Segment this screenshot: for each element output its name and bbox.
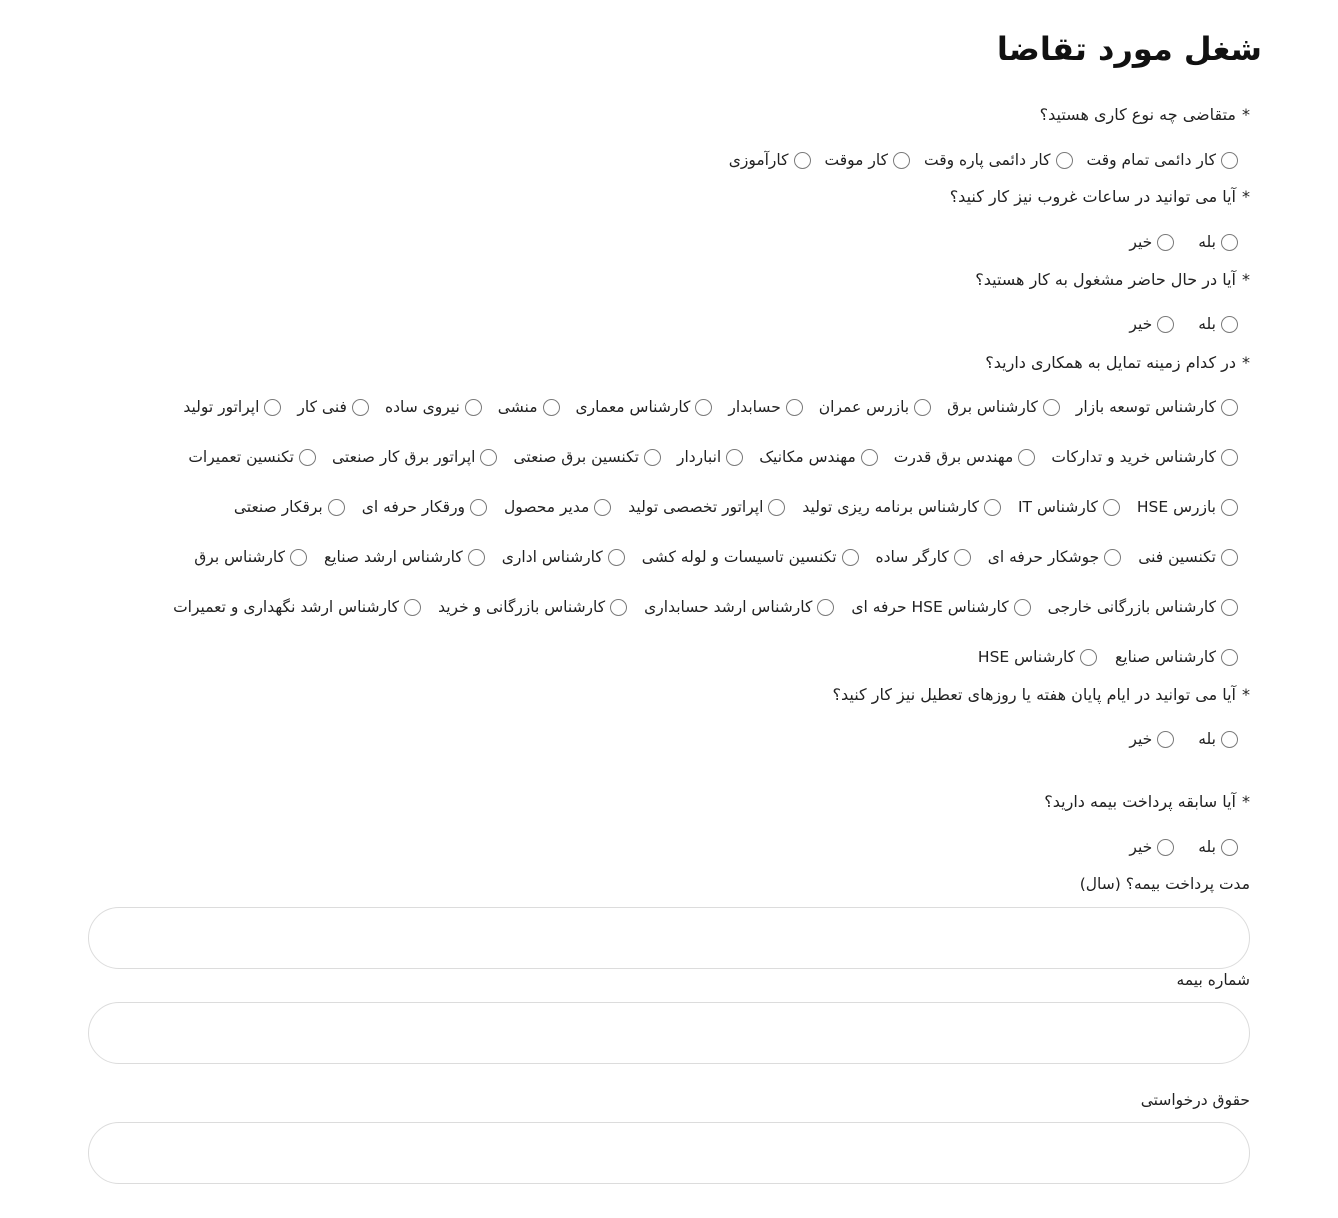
radio-option[interactable] xyxy=(498,398,560,416)
radio-option[interactable] xyxy=(677,448,743,466)
radio-option[interactable] xyxy=(438,598,627,616)
radio-group xyxy=(194,543,1238,571)
radio-label: کارشناس HSE xyxy=(977,648,1076,666)
question-label xyxy=(985,352,1250,374)
radio-button[interactable] xyxy=(290,549,307,566)
radio-label: خیر xyxy=(1129,838,1153,856)
radio-button[interactable] xyxy=(1080,649,1097,666)
radio-label: کارشناس ارشد نگهداری و تعمیرات xyxy=(173,598,400,616)
required-star: * xyxy=(1242,105,1250,124)
radio-option[interactable] xyxy=(1198,838,1238,856)
radio-option[interactable] xyxy=(385,398,482,416)
radio-button[interactable] xyxy=(610,599,627,616)
question-label xyxy=(950,186,1250,208)
radio-button[interactable] xyxy=(1221,599,1238,616)
radio-button[interactable] xyxy=(480,449,497,466)
radio-option[interactable] xyxy=(234,498,345,516)
radio-button[interactable] xyxy=(264,399,281,416)
radio-label: اپراتور تولید xyxy=(183,398,260,416)
radio-option[interactable] xyxy=(297,398,369,416)
required-star: * xyxy=(1242,685,1250,704)
radio-label: حسابدار xyxy=(728,398,781,416)
radio-button[interactable] xyxy=(893,152,910,169)
radio-button[interactable] xyxy=(1221,449,1238,466)
radio-label: بازرس عمران xyxy=(818,398,910,416)
radio-button[interactable] xyxy=(1104,549,1121,566)
radio-option[interactable] xyxy=(825,151,910,169)
radio-button[interactable] xyxy=(768,499,785,516)
radio-option[interactable] xyxy=(1198,315,1238,333)
required-star: * xyxy=(1242,353,1250,372)
radio-option[interactable] xyxy=(894,448,1036,466)
radio-button[interactable] xyxy=(726,449,743,466)
radio-button[interactable] xyxy=(1014,599,1031,616)
radio-group xyxy=(1129,833,1238,861)
radio-option[interactable] xyxy=(1137,498,1238,516)
radio-button[interactable] xyxy=(328,499,345,516)
radio-button[interactable] xyxy=(1056,152,1073,169)
radio-button[interactable] xyxy=(1221,234,1238,251)
radio-option[interactable] xyxy=(759,448,878,466)
radio-option[interactable] xyxy=(729,151,811,169)
radio-button[interactable] xyxy=(794,152,811,169)
radio-group xyxy=(173,593,1238,621)
question-text: آیا می توانید در ایام پایان هفته یا روزهای تعطیل نیز کار کنید؟ xyxy=(832,685,1236,704)
radio-button[interactable] xyxy=(1221,152,1238,169)
radio-option[interactable] xyxy=(1129,233,1174,251)
radio-label: کار دائمی پاره وقت xyxy=(923,151,1051,169)
field-label: شماره بیمه xyxy=(1176,971,1250,989)
radio-option[interactable] xyxy=(324,548,485,566)
radio-button[interactable] xyxy=(470,499,487,516)
radio-button[interactable] xyxy=(914,399,931,416)
radio-option[interactable] xyxy=(1087,151,1238,169)
radio-label: کارشناس برق xyxy=(194,548,285,566)
radio-option[interactable] xyxy=(173,598,421,616)
radio-button[interactable] xyxy=(842,549,859,566)
radio-label: کارشناس بازرگانی و خرید xyxy=(438,598,606,616)
radio-group xyxy=(234,493,1238,521)
radio-option[interactable] xyxy=(642,548,859,566)
radio-label: برقکار صنعتی xyxy=(233,498,323,516)
radio-button[interactable] xyxy=(695,399,712,416)
radio-label: جوشکار حرفه ای xyxy=(987,548,1100,566)
radio-option[interactable] xyxy=(1129,315,1174,333)
radio-button[interactable] xyxy=(543,399,560,416)
radio-button[interactable] xyxy=(1221,399,1238,416)
radio-button[interactable] xyxy=(468,549,485,566)
radio-button[interactable] xyxy=(299,449,316,466)
radio-label: تکنسین برق صنعتی xyxy=(513,448,639,466)
radio-label: خیر xyxy=(1129,730,1153,748)
radio-label: کار دائمی تمام وقت xyxy=(1086,151,1216,169)
radio-option[interactable] xyxy=(802,498,1001,516)
text-input[interactable] xyxy=(88,907,1250,969)
question-label xyxy=(975,269,1250,291)
radio-label: اپراتور برق کار صنعتی xyxy=(332,448,476,466)
radio-option[interactable] xyxy=(502,548,625,566)
question-label xyxy=(1044,791,1250,813)
radio-label: کارشناس IT xyxy=(1017,498,1098,516)
radio-button[interactable] xyxy=(1221,316,1238,333)
radio-option[interactable] xyxy=(513,448,661,466)
radio-label: فنی کار xyxy=(297,398,347,416)
radio-group xyxy=(729,146,1238,174)
radio-label: مهندس مکانیک xyxy=(759,448,856,466)
text-input[interactable] xyxy=(88,1122,1250,1184)
radio-option[interactable] xyxy=(1129,838,1174,856)
radio-label: بله xyxy=(1198,315,1216,333)
radio-option[interactable] xyxy=(1051,448,1238,466)
radio-option[interactable] xyxy=(1076,398,1238,416)
radio-button[interactable] xyxy=(352,399,369,416)
required-star: * xyxy=(1242,187,1250,206)
radio-label: بله xyxy=(1198,233,1216,251)
radio-option[interactable] xyxy=(851,598,1030,616)
radio-button[interactable] xyxy=(786,399,803,416)
radio-button[interactable] xyxy=(1157,234,1174,251)
radio-button[interactable] xyxy=(1221,549,1238,566)
radio-option[interactable] xyxy=(332,448,497,466)
radio-label: خیر xyxy=(1129,233,1153,251)
radio-label: مدیر محصول xyxy=(504,498,590,516)
radio-label: کارشناس اداری xyxy=(501,548,603,566)
radio-button[interactable] xyxy=(861,449,878,466)
radio-label: کارشناس ارشد صنایع xyxy=(323,548,463,566)
radio-option[interactable] xyxy=(988,548,1122,566)
radio-label: ورقکار حرفه ای xyxy=(361,498,466,516)
radio-group xyxy=(978,643,1238,671)
radio-option[interactable] xyxy=(978,648,1097,666)
radio-option[interactable] xyxy=(194,548,307,566)
radio-option[interactable] xyxy=(188,448,316,466)
radio-button[interactable] xyxy=(1221,649,1238,666)
radio-option[interactable] xyxy=(876,548,971,566)
radio-option[interactable] xyxy=(1018,498,1120,516)
radio-option[interactable] xyxy=(1198,233,1238,251)
question-text: در کدام زمینه تمایل به همکاری دارید؟ xyxy=(985,353,1236,372)
radio-label: منشی xyxy=(497,398,538,416)
radio-option[interactable] xyxy=(1048,598,1238,616)
radio-label: تکنسین تاسیسات و لوله کشی xyxy=(641,548,837,566)
radio-button[interactable] xyxy=(465,399,482,416)
radio-label: بله xyxy=(1198,838,1216,856)
radio-option[interactable] xyxy=(504,498,611,516)
radio-button[interactable] xyxy=(644,449,661,466)
radio-label: انباردار xyxy=(676,448,722,466)
required-star: * xyxy=(1242,270,1250,289)
radio-option[interactable] xyxy=(1129,730,1174,748)
radio-option[interactable] xyxy=(1115,648,1238,666)
field-label: مدت پرداخت بیمه؟ (سال) xyxy=(1079,875,1250,893)
radio-label: تکنسین تعمیرات xyxy=(188,448,294,466)
radio-group xyxy=(188,443,1238,471)
question-text: متقاضی چه نوع کاری هستید؟ xyxy=(1039,105,1236,124)
radio-label: بله xyxy=(1198,730,1216,748)
radio-option[interactable] xyxy=(728,398,802,416)
radio-label: مهندس برق قدرت xyxy=(893,448,1014,466)
radio-label: کارشناس ارشد حسابداری xyxy=(644,598,813,616)
radio-group xyxy=(1129,310,1238,338)
section-title: شغل مورد تقاضا xyxy=(996,30,1262,68)
radio-group xyxy=(1129,725,1238,753)
radio-button[interactable] xyxy=(1157,839,1174,856)
radio-label: اپراتور تخصصی تولید xyxy=(628,498,764,516)
radio-label: کارشناس صنایع xyxy=(1115,648,1216,666)
radio-button[interactable] xyxy=(1043,399,1060,416)
radio-group xyxy=(1129,228,1238,256)
radio-option[interactable] xyxy=(819,398,931,416)
radio-button[interactable] xyxy=(1103,499,1120,516)
radio-label: بازرس HSE xyxy=(1136,498,1216,516)
question-label xyxy=(1040,104,1250,126)
radio-label: کارشناس برق xyxy=(947,398,1038,416)
radio-button[interactable] xyxy=(1018,449,1035,466)
radio-button[interactable] xyxy=(594,499,611,516)
radio-button[interactable] xyxy=(1221,839,1238,856)
radio-button[interactable] xyxy=(608,549,625,566)
radio-button[interactable] xyxy=(1221,499,1238,516)
radio-label: تکنسین فنی xyxy=(1138,548,1216,566)
field-label: حقوق درخواستی xyxy=(1140,1091,1250,1109)
radio-option[interactable] xyxy=(924,151,1073,169)
radio-group xyxy=(183,393,1238,421)
radio-label: کارشناس بازرگانی خارجی xyxy=(1047,598,1216,616)
required-star: * xyxy=(1242,792,1250,811)
radio-button[interactable] xyxy=(1221,731,1238,748)
radio-button[interactable] xyxy=(817,599,834,616)
question-label xyxy=(832,684,1250,706)
radio-label: خیر xyxy=(1129,315,1153,333)
radio-option[interactable] xyxy=(1198,730,1238,748)
radio-button[interactable] xyxy=(984,499,1001,516)
radio-option[interactable] xyxy=(628,498,785,516)
radio-option[interactable] xyxy=(947,398,1060,416)
radio-option[interactable] xyxy=(183,398,281,416)
radio-label: کار موقت xyxy=(824,151,888,169)
question-text: آیا در حال حاضر مشغول به کار هستید؟ xyxy=(975,270,1236,289)
radio-label: کارشناس برنامه ریزی تولید xyxy=(802,498,979,516)
radio-label: کارشناس معماری xyxy=(575,398,691,416)
question-text: آیا می توانید در ساعات غروب نیز کار کنید؟ xyxy=(949,187,1236,206)
radio-label: کارگر ساده xyxy=(875,548,949,566)
text-input[interactable] xyxy=(88,1002,1250,1064)
radio-label: کارشناس توسعه بازار xyxy=(1075,398,1216,416)
radio-label: نیروی ساده xyxy=(384,398,460,416)
radio-option[interactable] xyxy=(1138,548,1238,566)
radio-label: کارشناس HSE حرفه ای xyxy=(851,598,1009,616)
radio-option[interactable] xyxy=(362,498,487,516)
radio-button[interactable] xyxy=(404,599,421,616)
radio-label: کارآموزی xyxy=(728,151,789,169)
radio-button[interactable] xyxy=(954,549,971,566)
radio-button[interactable] xyxy=(1157,731,1174,748)
radio-option[interactable] xyxy=(644,598,834,616)
radio-button[interactable] xyxy=(1157,316,1174,333)
radio-label: کارشناس خرید و تدارکات xyxy=(1051,448,1216,466)
radio-option[interactable] xyxy=(576,398,713,416)
question-text: آیا سابقه پرداخت بیمه دارید؟ xyxy=(1044,792,1236,811)
